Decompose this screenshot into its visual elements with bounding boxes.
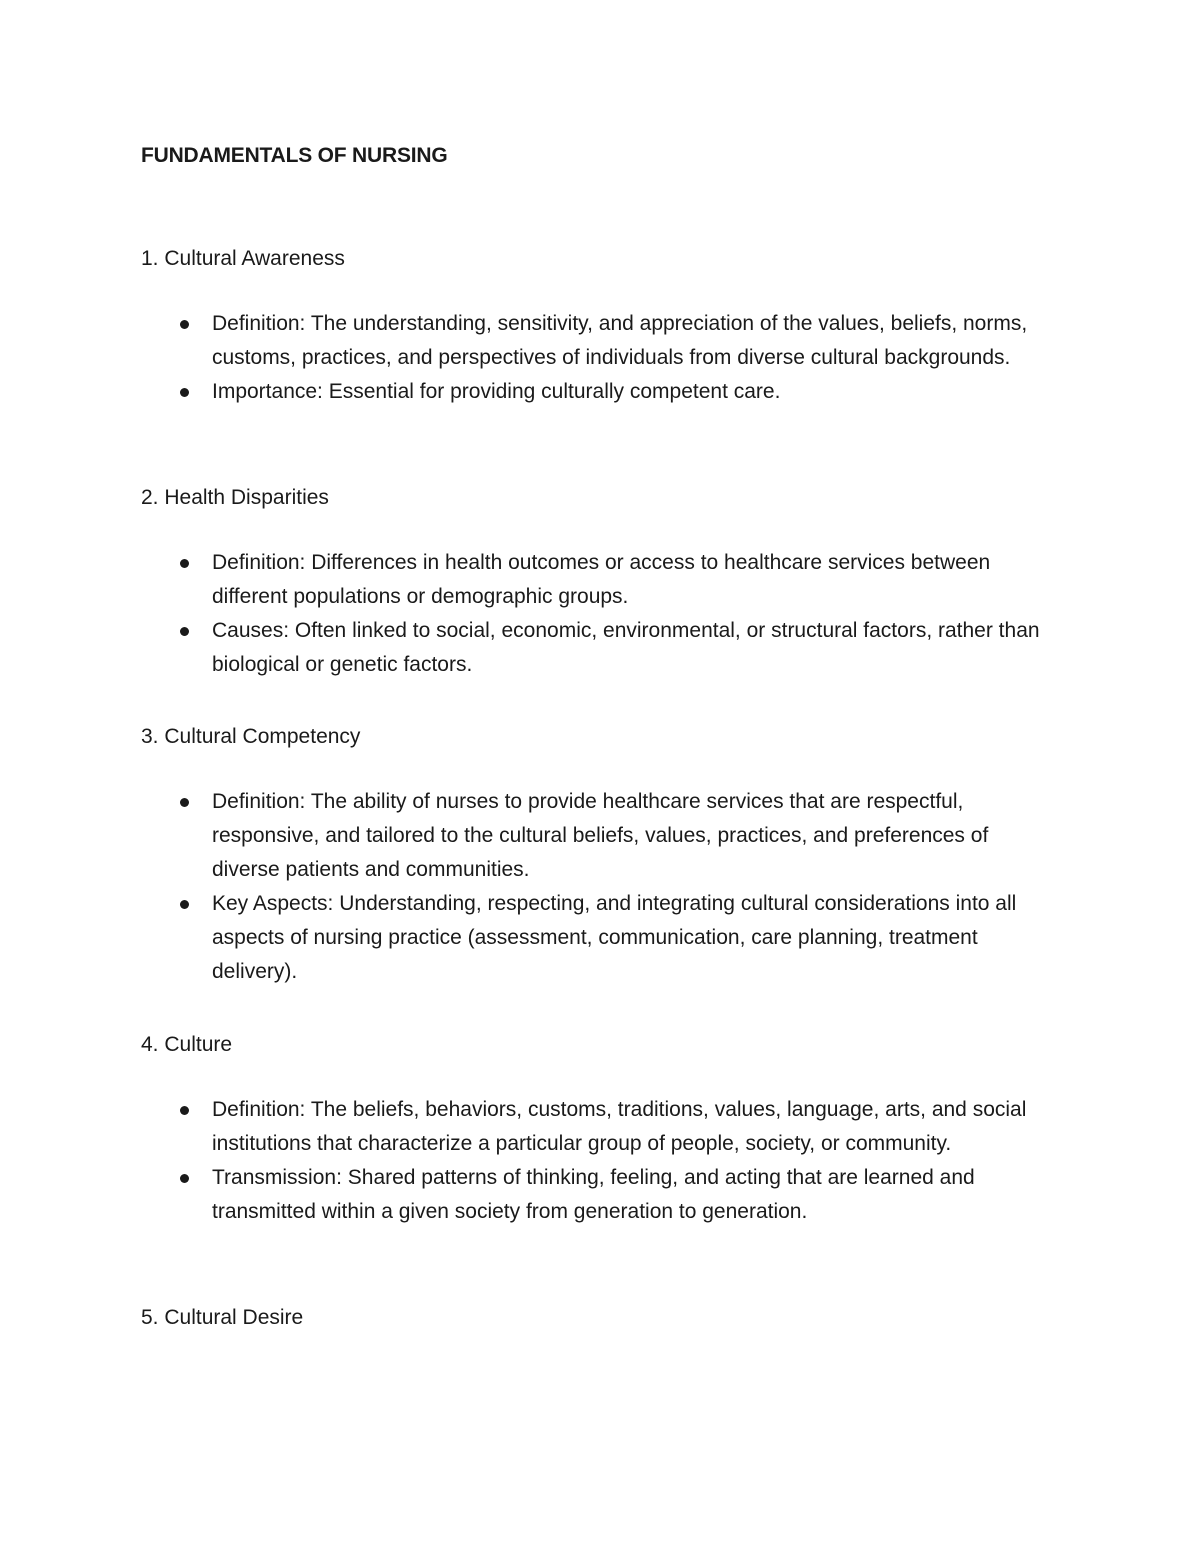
bullet-icon [180,320,189,329]
list-item [141,307,1052,375]
section-cultural-awareness [141,245,1091,403]
bullet-icon [180,900,189,909]
list-item-text: Definition: The understanding, sensitivity, and appreciation of the values, beliefs, norms, customs, practices, and perspectives of individuals from diverse cultural backgrounds. [212,312,1028,369]
list-item [141,614,1052,682]
list-item [141,887,1052,989]
list-item [141,785,1052,887]
list-item-text: Causes: Often linked to social, economic, environmental, or structural factors, rather than biological or genetic factors. [212,619,1040,676]
list-item-text: Importance: Essential for providing culturally competent care. [212,380,781,403]
bullet-icon [180,388,189,397]
list-item-text: Definition: Differences in health outcomes or access to healthcare services between different populations or demographic groups. [212,551,991,608]
section-health-disparities [141,484,1091,676]
list-item-text: Key Aspects: Understanding, respecting, and integrating cultural considerations into all aspects of nursing practice (assessment, communication, care planning, treatment delivery). [212,892,1017,983]
bullet-icon [180,1174,189,1183]
bullet-list [141,307,1091,409]
bullet-icon [180,1106,189,1115]
bullet-icon [180,627,189,636]
list-item [141,1161,1052,1229]
section-heading: 2. Health Disparities [141,486,329,509]
section-heading: 5. Cultural Desire [141,1306,304,1329]
section-heading: 4. Culture [141,1033,233,1056]
bullet-icon [180,798,189,807]
list-item-text: Definition: The beliefs, behaviors, customs, traditions, values, language, arts, and social institutions that characterize a particular group of people, society, or community. [212,1098,1027,1155]
list-item-text: Definition: The ability of nurses to provide healthcare services that are respectful, responsive, and tailored to the cultural beliefs, values, practices, and preferences of diverse patients and communities. [212,790,989,881]
list-item [141,375,1052,409]
section-cultural-desire [141,1304,1091,1332]
list-item [141,1093,1052,1161]
list-item-text: Transmission: Shared patterns of thinking, feeling, and acting that are learned and transmitted within a given society from generation to generation. [212,1166,975,1223]
section-cultural-competency [141,723,1091,983]
document-title: FUNDAMENTALS OF NURSING [141,144,448,167]
section-heading: 3. Cultural Competency [141,725,361,748]
bullet-list [141,546,1091,682]
section-heading: 1. Cultural Awareness [141,247,345,270]
list-item [141,546,1052,614]
bullet-list [141,785,1091,989]
bullet-icon [180,559,189,568]
bullet-list [141,1093,1091,1229]
section-culture [141,1031,1091,1223]
